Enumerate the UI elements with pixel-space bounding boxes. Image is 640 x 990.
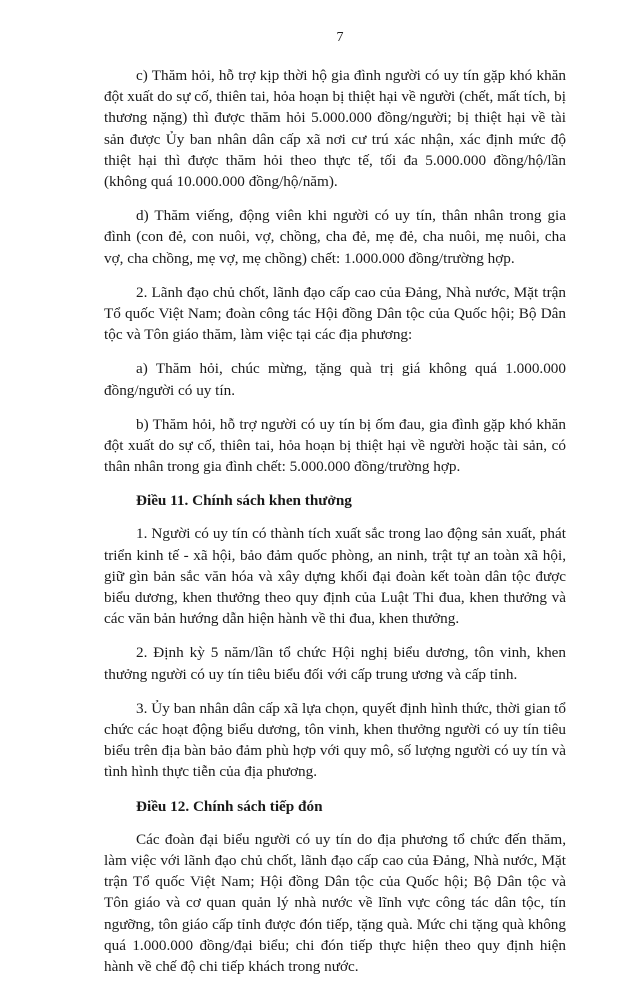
- article-11-paragraph-1: 1. Người có uy tín có thành tích xuất sắc trong lao động sản xuất, phát triển kinh tế - xã hội, bảo đảm quốc phòng, an ninh, trật tự an toàn xã hội, giữ gìn bản sắc văn hóa và xây dựng khối đại đoàn kết toàn dân tộc được biểu dương, khen thưởng theo quy định của Luật Thi đua, khen thưởng và các văn bản hướng dẫn hiện hành về thi đua, khen thưởng.: [104, 525, 566, 628]
- article-11-heading: Điều 11. Chính sách khen thưởng: [136, 492, 352, 510]
- article-11-paragraph-3: 3. Ủy ban nhân dân cấp xã lựa chọn, quyết định hình thức, thời gian tổ chức các hoạt động biểu dương, tôn vinh, khen thưởng người có uy tín tiêu biểu trên địa bàn bảo đảm phù hợp với quy mô, số lượng người có uy tín và tình hình thực tiễn của địa phương.: [104, 699, 566, 781]
- paragraph-d-condolence: d) Thăm viếng, động viên khi người có uy tín, thân nhân trong gia đình (con đẻ, con nuôi, vợ, chồng, cha đẻ, mẹ đẻ, cha nuôi, mẹ nuôi, cha vợ, cha chồng, mẹ vợ, mẹ chồng) chết: 1.000.000 đồng/trường hợp.: [104, 207, 566, 267]
- document-body: [104, 65, 566, 990]
- article-12-paragraph-1: Các đoàn đại biểu người có uy tín do địa phương tổ chức đến thăm, làm việc với lãnh đạo chủ chốt, lãnh đạo cấp cao của Đảng, Nhà nước, Mặt trận Tổ quốc Việt Nam; Hội đồng Dân tộc của Quốc hội; Bộ Dân tộc và Tôn giáo và cơ quan quản lý nhà nước về lĩnh vực công tác dân tộc, tín ngưỡng, tôn giáo cấp tỉnh được đón tiếp, tặng quà. Mức chi tặng quà không quá 1.000.000 đồng/đại biểu; chi đón tiếp thực hiện theo quy định hiện hành về chế độ chi tiếp khách trong nước.: [104, 830, 566, 975]
- article-12-heading: Điều 12. Chính sách tiếp đón: [136, 797, 323, 815]
- paragraph-c-visit-support: c) Thăm hỏi, hỗ trợ kịp thời hộ gia đình người có uy tín gặp khó khăn đột xuất do sự cố, thiên tai, hỏa hoạn bị thiệt hại về người (chết, mất tích, bị thương nặng) thì được thăm hỏi 5.000.000 đồng/người; bị thiệt hại về tài sản được Ủy ban nhân dân cấp xã nơi cư trú xác nhận, xác định mức độ thiệt hại thì được thăm hỏi theo thực tế, tối đa 5.000.000 đồng/hộ/lần (không quá 10.000.000 đồng/hộ/năm).: [104, 67, 566, 191]
- paragraph-2a-gift: a) Thăm hỏi, chúc mừng, tặng quà trị giá không quá 1.000.000 đồng/người có uy tín.: [104, 360, 566, 399]
- paragraph-2-leaders-visit: 2. Lãnh đạo chủ chốt, lãnh đạo cấp cao của Đảng, Nhà nước, Mặt trận Tổ quốc Việt Nam; đoàn công tác Hội đồng Dân tộc của Quốc hội; Bộ Dân tộc và Tôn giáo thăm, làm việc tại các địa phương:: [104, 283, 566, 344]
- page-number: 7: [336, 30, 344, 45]
- paragraph-2b-support: b) Thăm hỏi, hỗ trợ người có uy tín bị ốm đau, gia đình gặp khó khăn đột xuất do sự cố, thiên tai, hỏa hoạn bị thiệt hại về người hoặc tài sản, có thân nhân trong gia đình chết: 5.000.000 đồng/trường hợp.: [104, 415, 566, 476]
- article-11-paragraph-2: 2. Định kỳ 5 năm/lần tổ chức Hội nghị biểu dương, tôn vinh, khen thưởng người có uy tín tiêu biểu đối với cấp trung ương và cấp tỉnh.: [104, 644, 566, 683]
